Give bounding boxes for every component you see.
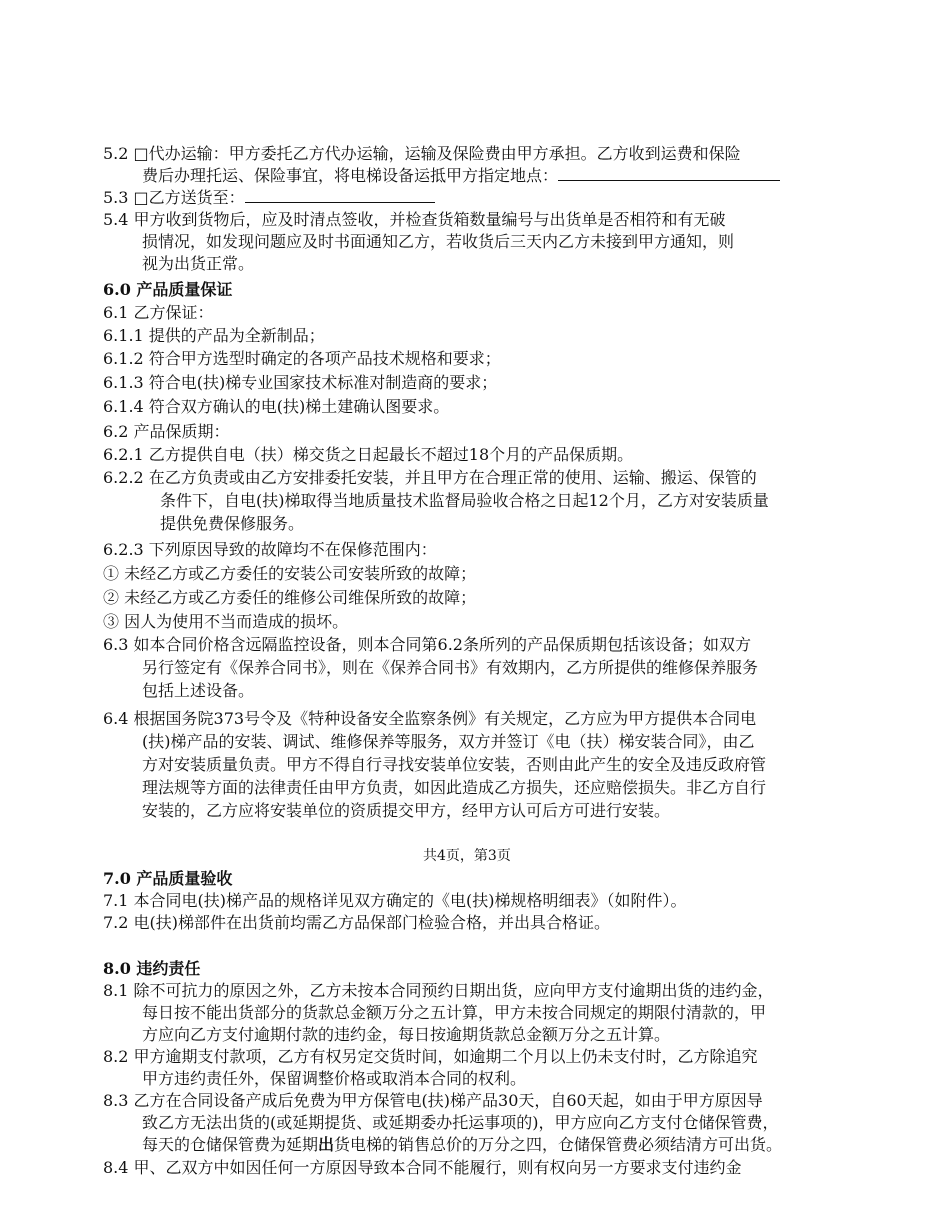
clause-6-1-4: 6.1.4 符合双方确认的电(扶)梯土建确认图要求。 (103, 397, 450, 416)
clause-6-2: 6.2 产品保质期： (103, 422, 230, 441)
exclusion-item-3: ③ 因人为使用不当而造成的损坏。 (103, 612, 349, 631)
section-heading-6-0: 6.0 产品质量保证 (103, 280, 233, 299)
exclusion-item-1: ① 未经乙方或乙方委任的安装公司安装所致的故障； (103, 564, 477, 583)
clause-5-2-line-1: 5.2 □代办运输：甲方委托乙方代办运输，运输及保险费由甲方承担。乙方收到运费和保险 (103, 144, 741, 163)
section-heading-8-0: 8.0 违约责任 (103, 959, 201, 978)
clause-6-4-line-2: (扶)梯产品的安装、调试、维修保养等服务，双方并签订《电（扶）梯安装合同》，由乙 (142, 732, 755, 751)
clause-6-2-2-line-2: 条件下，自电(扶)梯取得当地质量技术监督局验收合格之日起12个月，乙方对安装质量 (160, 491, 769, 510)
clause-6-4-line-3: 方对安装质量负责。甲方不得自行寻找安装单位安装，否则由此产生的安全及违反政府管 (142, 755, 767, 774)
clause-6-3-line-2: 另行签定有《保养合同书》，则在《保养合同书》有效期内，乙方所提供的维修保养服务 (142, 658, 759, 677)
clause-8-3-line-3: 每天的仓储保管费为延期出货电梯的销售总价的万分之四，仓储保管费必须结清方可出货。 (142, 1135, 783, 1154)
delivery-location-blank (558, 166, 780, 181)
clause-8-4-line-1: 8.4 甲、乙双方中如因任何一方原因导致本合同不能履行，则有权向另一方要求支付违约金 (103, 1158, 742, 1177)
delivery-address-blank (245, 188, 435, 203)
page-number-footer: 共4页，第3页 (423, 848, 511, 864)
clause-6-4-line-4: 理法规等方面的法律责任由甲方负责，如因此造成乙方损失，还应赔偿损失。非乙方自行 (142, 778, 767, 797)
clause-6-2-2-line-1: 6.2.2 在乙方负责或由乙方安排委托安装，并且甲方在合理正常的使用、运输、搬运、保管的 (103, 468, 757, 487)
clause-8-3-line-2: 致乙方无法出货的(或延期提货、或延期委办托运事项的)，甲方应向乙方支付仓储保管费， (142, 1113, 779, 1132)
clause-8-1-line-2: 每日按不能出货部分的货款总金额万分之五计算，甲方未按合同规定的期限付清款的，甲 (142, 1003, 767, 1022)
clause-7-2: 7.2 电(扶)梯部件在出货前均需乙方品保部门检验合格，并出具合格证。 (103, 913, 611, 932)
clause-6-4-line-5: 安装的，乙方应将安装单位的资质提交甲方，经甲方认可后方可进行安装。 (142, 801, 671, 820)
clause-6-2-3: 6.2.3 下列原因导致的故障均不在保修范围内： (103, 540, 437, 559)
emphasized-char: 出 (318, 1135, 335, 1154)
clause-6-3-line-1: 6.3 如本合同价格含远隔监控设备，则本合同第6.2条所列的产品保质期包括该设备；如双方 (103, 635, 751, 654)
clause-6-1: 6.1 乙方保证： (103, 303, 214, 322)
clause-5-4-line-1: 5.4 甲方收到货物后，应及时清点签收，并检查货箱数量编号与出货单是否相符和有无破 (103, 210, 726, 229)
clause-6-3-line-3: 包括上述设备。 (142, 681, 255, 700)
section-heading-7-0: 7.0 产品质量验收 (103, 869, 233, 888)
clause-6-2-1: 6.2.1 乙方提供自电（扶）梯交货之日起最长不超过18个月的产品保质期。 (103, 445, 634, 464)
exclusion-item-2: ② 未经乙方或乙方委任的维修公司维保所致的故障； (103, 588, 477, 607)
clause-7-1: 7.1 本合同电(扶)梯产品的规格详见双方确定的《电(扶)梯规格明细表》（如附件）。 (103, 891, 687, 910)
clause-5-3: 5.3 □乙方送货至： (103, 187, 435, 209)
clause-8-1-line-3: 方应向乙方支付逾期付款的违约金，每日按逾期货款总金额万分之五计算。 (142, 1025, 671, 1044)
clause-6-2-2-line-3: 提供免费保修服务。 (160, 514, 305, 533)
clause-5-2-line-2: 费后办理托运、保险事宜，将电梯设备运抵甲方指定地点： (142, 165, 780, 187)
clause-8-2-line-1: 8.2 甲方逾期支付款项，乙方有权另定交货时间，如逾期二个月以上仍未支付时，乙方除追究 (103, 1047, 758, 1066)
clause-5-4-line-2: 损情况，如发现问题应及时书面通知乙方，若收货后三天内乙方未接到甲方通知，则 (142, 232, 735, 251)
clause-6-1-3: 6.1.3 符合电(扶)梯专业国家技术标准对制造商的要求； (103, 373, 498, 392)
clause-8-1-line-1: 8.1 除不可抗力的原因之外，乙方未按本合同预约日期出货，应向甲方支付逾期出货的违约金， (103, 981, 774, 1000)
clause-8-3-line-1: 8.3 乙方在合同设备产成后免费为甲方保管电(扶)梯产品30天，自60天起，如由于甲方原因导 (103, 1091, 763, 1110)
clause-6-1-2: 6.1.2 符合甲方选型时确定的各项产品技术规格和要求； (103, 349, 501, 368)
clause-8-2-line-2: 甲方违约责任外，保留调整价格或取消本合同的权利。 (142, 1069, 527, 1088)
clause-6-1-1: 6.1.1 提供的产品为全新制品； (103, 326, 325, 345)
clause-6-4-line-1: 6.4 根据国务院373号令及《特种设备安全监察条例》有关规定，乙方应为甲方提供本合同电 (103, 709, 757, 728)
clause-5-4-line-3: 视为出货正常。 (142, 254, 255, 273)
